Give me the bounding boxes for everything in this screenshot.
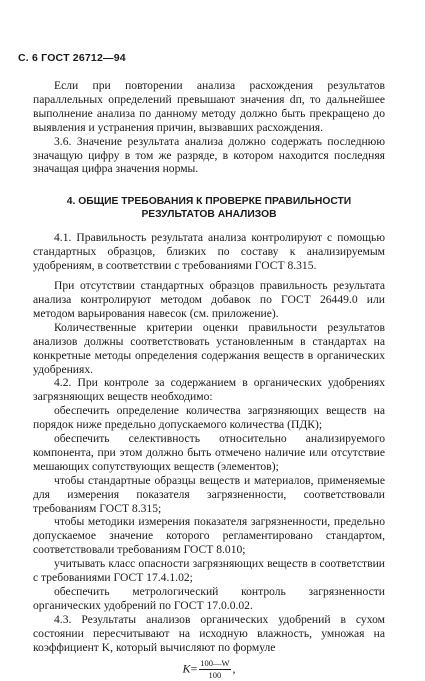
paragraph-determine-quantity: обеспечить определение количества загрязняющих веществ на порядок ниже предельно допускаемого количества (ПДК);	[33, 404, 385, 432]
section-title-line-1: 4. ОБЩИЕ ТРЕБОВАНИЯ К ПРОВЕРКЕ ПРАВИЛЬНОСТИ	[66, 196, 352, 208]
formula-fraction	[199, 658, 230, 681]
paragraph-repeat-analysis: Если при повторении анализа расхождения результатов параллельных определений превышают значения dп, то дальнейшее выполнение анализа по данному методу должно быть прекращено до выявления и устранения причин, вызвавших расхождения.	[33, 79, 385, 134]
paragraph-metrological-control: обеспечить метрологический контроль загрязненности органических удобрений по ГОСТ 17.0.0.02.	[33, 585, 385, 612]
page-body	[33, 79, 385, 681]
formula-denominator: 100	[208, 669, 222, 680]
paragraph-4-3: 4.3. Результаты анализов органических удобрений в сухом состоянии пересчитывают на исходную влажность, умножая на коэффициент K, который вычисляют по формуле	[33, 612, 385, 654]
section-4-title	[33, 195, 385, 221]
paragraph-standard-samples: чтобы стандартные образцы веществ и материалов, применяемые для измерения показателя загрязненности, соответствовали требованиям ГОСТ 8.315;	[33, 473, 385, 515]
paragraph-4-1: 4.1. Правильность результата анализа контролируют с помощью стандартных образцов, близких по составу к анализируемым удобрениям, в соответствии с требованиями ГОСТ 8.315.	[33, 231, 385, 273]
paragraph-quantitative-criteria: Количественные критерии оценки правильности результатов анализов должны соответствовать установленным в стандартах на конкретные методы определения содержания веществ в органических удобрениях.	[33, 320, 385, 376]
paragraph-no-standard-samples: При отсутствии стандартных образцов правильность результата анализа контролируют методом добавок по ГОСТ 26449.0 или методом варьирования навесок (см. приложение).	[33, 279, 385, 320]
formula-trailing: ,	[232, 660, 236, 675]
paragraph-4-2: 4.2. При контроле за содержанием в органических удобрениях загрязняющих веществ необходимо:	[33, 376, 385, 404]
paragraph-selectivity: обеспечить селективность относительно анализируемого компонента, при этом должно быть отмечено наличие или отсутствие мешающих сопутствующих веществ (элементов);	[33, 432, 385, 473]
paragraph-hazard-class: учитывать класс опасности загрязняющих веществ в соответствии с требованиями ГОСТ 17.4.1.02;	[33, 557, 385, 585]
formula-lhs: K	[182, 660, 191, 675]
paragraph-measurement-methods: чтобы методики измерения показателя загрязненности, предельно допускаемое значение которого регламентировано стандартом, соответствовали требованиям ГОСТ 8.010;	[33, 515, 385, 557]
page-header: С. 6 ГОСТ 26712—94	[18, 52, 126, 64]
formula-k	[33, 658, 385, 681]
section-title-line-2: РЕЗУЛЬТАТОВ АНАЛИЗОВ	[141, 209, 277, 221]
formula-equals: =	[190, 660, 198, 675]
formula-numerator: 100—W	[200, 657, 230, 668]
paragraph-3-6: 3.6. Значение результата анализа должно содержать последнюю значащую цифру в том же разряде, в котором находится последняя значащая цифра значения нормы.	[33, 134, 385, 176]
